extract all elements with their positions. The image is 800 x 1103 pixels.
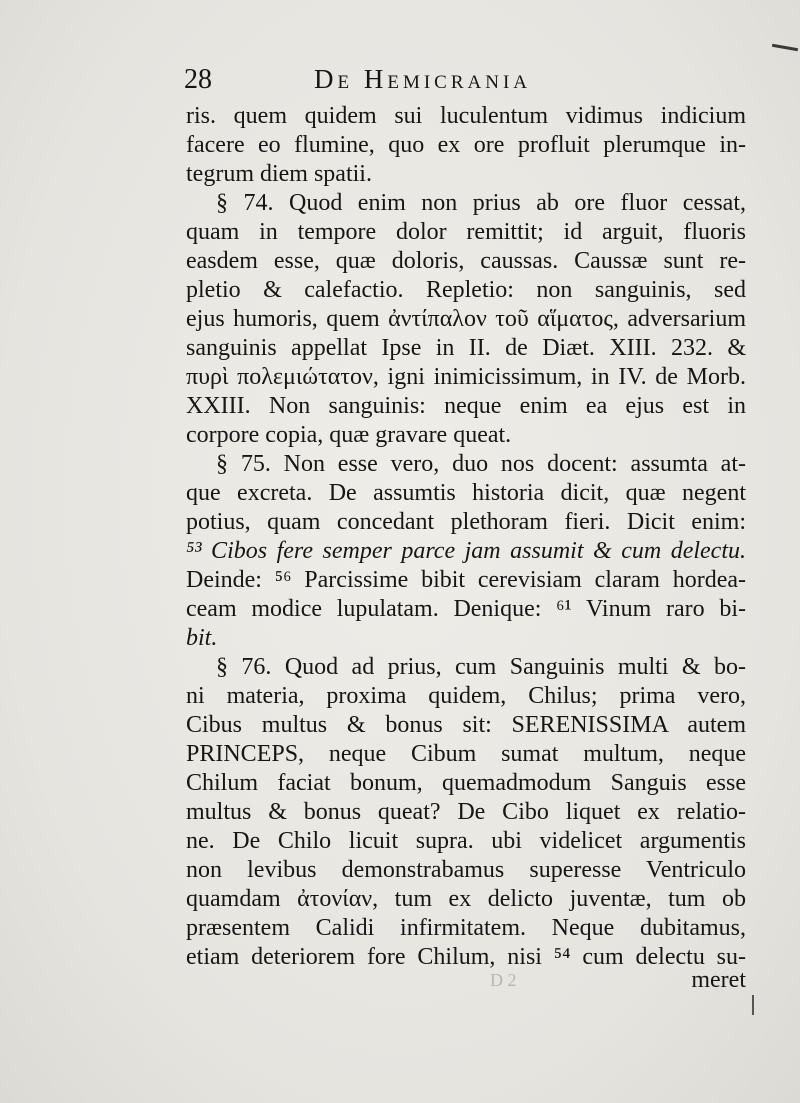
text-line: tegrum diem spatii. [186,161,372,187]
signature-mark: D 2 [490,970,517,990]
text-line: § 75. Non esse vero, duo nos docent: assumta at- [216,451,746,477]
text-line: XXIII. Non sanguinis: neque enim ea ejus est in [186,393,746,419]
text-line: quam in tempore dolor remittit; id arguit, fluoris [186,219,746,245]
text-line: ceam modice lupulatam. Denique: ⁶¹ Vinum raro bi- [186,596,746,622]
text-line: PRINCEPS, neque Cibum sumat multum, neque [186,741,746,767]
margin-mark [752,995,754,1015]
text-line: ni materia, proxima quidem, Chilus; prima vero, [186,683,746,709]
text-line: πυρὶ πολεμιώτατον, igni inimicissimum, in IV. de Morb. [186,364,746,390]
page-edge-mark [772,44,798,51]
text-line: facere eo flumine, quo ex ore profluit plerumque in- [186,132,746,158]
page-body-text [186,102,746,972]
page-header [184,64,744,102]
text-line: quamdam ἀτονίαν, tum ex delicto juventæ, tum ob [186,886,746,912]
text-line: corpore copia, quæ gravare queat. [186,422,512,448]
text-line: etiam deteriorem fore Chilum, nisi ⁵⁴ cum delectu su- [186,944,746,970]
text-line: ⁵³ Cibos fere semper parce jam assumit & cum delectu. [186,538,746,564]
text-line: que excreta. De assumtis historia dicit, quæ negent [186,480,746,506]
text-line: pletio & calefactio. Repletio: non sanguinis, sed [186,277,746,303]
text-line: § 74. Quod enim non prius ab ore fluor cessat, [216,190,746,216]
text-line: sanguinis appellat Ipse in II. de Diæt. XIII. 232. & [186,335,746,361]
text-line: § 76. Quod ad prius, cum Sanguinis multi & bo- [216,654,746,680]
text-line: ris. quem quidem sui luculentum vidimus indicium [186,103,746,129]
text-line: bit. [186,625,218,651]
text-line: ejus humoris, quem ἀντίπαλον τοῦ αἵματος, adversarium [186,306,746,332]
text-line: Deinde: ⁵⁶ Parcissime bibit cerevisiam claram hordea- [186,567,746,593]
page-number: 28 [184,64,212,95]
text-line: Chilum faciat bonum, quemadmodum Sanguis esse [186,770,746,796]
text-line: easdem esse, quæ doloris, caussas. Caussæ sunt re- [186,248,746,274]
running-title: De Hemicrania [314,64,532,94]
text-line: ne. De Chilo licuit supra. ubi videlicet argumentis [186,828,746,854]
text-line: non levibus demonstrabamus superesse Ventriculo [186,857,746,883]
text-line: multus & bonus queat? De Cibo liquet ex relatio- [186,799,746,825]
text-line: Cibus multus & bonus sit: SERENISSIMA autem [186,712,746,738]
text-line: præsentem Calidi infirmitatem. Neque dubitamus, [186,915,746,941]
text-line: potius, quam concedant plethoram fieri. Dicit enim: [186,509,746,535]
catchword: meret [691,967,746,993]
